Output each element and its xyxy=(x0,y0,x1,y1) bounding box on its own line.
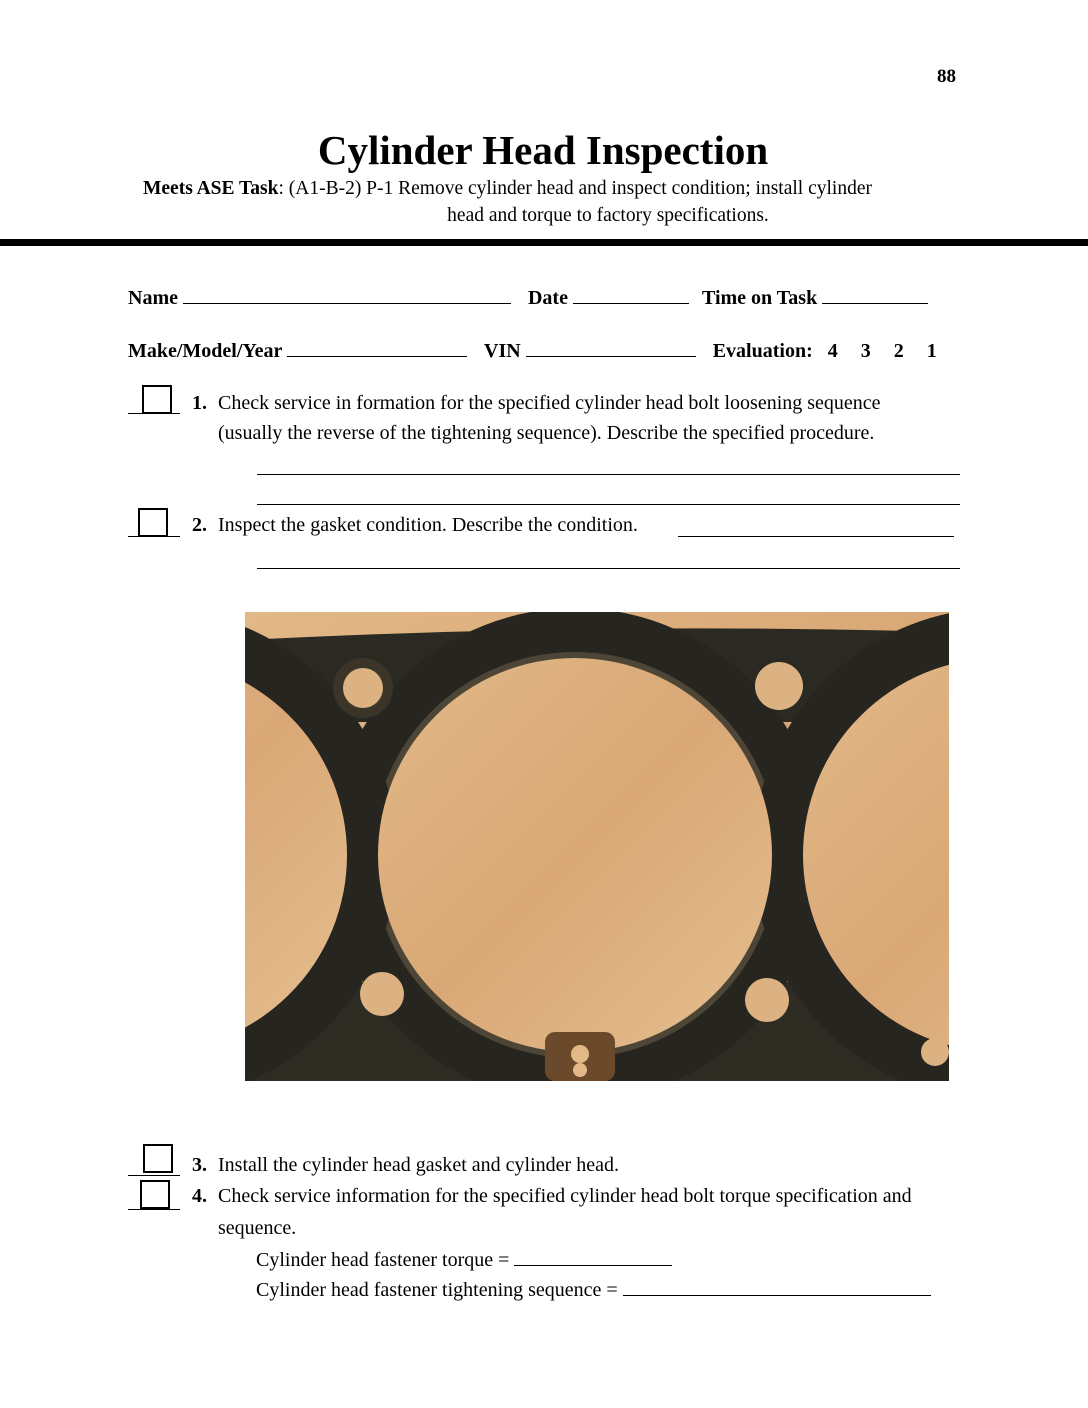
item-1-answer-line[interactable] xyxy=(257,504,960,505)
evaluation-score[interactable]: 1 xyxy=(926,340,937,362)
evaluation-score[interactable]: 2 xyxy=(893,340,904,362)
item-1-check-line xyxy=(128,413,180,414)
item-2-number: 2. xyxy=(192,514,207,536)
vin-label: VIN xyxy=(484,340,521,362)
time-on-task-label: Time on Task xyxy=(701,287,818,309)
sequence-field[interactable] xyxy=(623,1277,931,1296)
evaluation-label: Evaluation: xyxy=(712,340,813,362)
item-1-text: (usually the reverse of the tightening sequence). Describe the specified procedure. xyxy=(218,422,875,444)
torque-row xyxy=(256,1247,672,1272)
item-4-checkbox[interactable] xyxy=(140,1180,170,1209)
name-field[interactable] xyxy=(183,285,511,304)
item-4-text: sequence. xyxy=(218,1217,297,1239)
make-model-year-label: Make/Model/Year xyxy=(128,340,283,362)
torque-field[interactable] xyxy=(514,1247,672,1266)
vehicle-row xyxy=(128,338,937,363)
ase-task-line1 xyxy=(143,178,872,200)
item-3-number: 3. xyxy=(192,1154,207,1176)
head-gasket-image xyxy=(245,612,949,1081)
evaluation-score[interactable]: 3 xyxy=(860,340,871,362)
item-4-check-line xyxy=(128,1209,180,1210)
item-2-checkbox[interactable] xyxy=(138,508,168,537)
ase-task-line2: head and torque to factory specifications. xyxy=(447,205,769,226)
item-2-answer-line[interactable] xyxy=(257,568,960,569)
date-field[interactable] xyxy=(573,285,689,304)
sequence-label: Cylinder head fastener tightening sequence = xyxy=(256,1279,618,1301)
item-1-number: 1. xyxy=(192,392,207,414)
header-rule xyxy=(0,239,1088,246)
item-4-number: 4. xyxy=(192,1185,207,1207)
ase-label: Meets ASE Task xyxy=(143,178,279,199)
item-1-checkbox[interactable] xyxy=(142,385,172,414)
gasket-photo xyxy=(245,612,949,1081)
item-2-text: Inspect the gasket condition. Describe the condition. xyxy=(218,514,638,536)
vin-field[interactable] xyxy=(526,338,696,357)
name-label: Name xyxy=(128,287,178,309)
item-4-text: Check service information for the specified cylinder head bolt torque specification and xyxy=(218,1185,912,1207)
sequence-row xyxy=(256,1277,931,1302)
item-1-answer-line[interactable] xyxy=(257,474,960,475)
torque-label: Cylinder head fastener torque = xyxy=(256,1249,510,1271)
item-2-check-line xyxy=(128,536,180,537)
item-3-checkbox[interactable] xyxy=(143,1144,173,1173)
date-label: Date xyxy=(527,287,568,309)
name-row xyxy=(128,285,928,310)
item-2-answer-line[interactable] xyxy=(678,536,954,537)
item-3-text: Install the cylinder head gasket and cylinder head. xyxy=(218,1154,619,1176)
page-number: 88 xyxy=(937,66,956,87)
ase-text: : (A1-B-2) P-1 Remove cylinder head and inspect condition; install cylinder xyxy=(278,178,872,199)
item-3-check-line xyxy=(128,1175,180,1176)
time-on-task-field[interactable] xyxy=(822,285,928,304)
evaluation-score[interactable]: 4 xyxy=(827,340,838,362)
make-model-year-field[interactable] xyxy=(287,338,467,357)
item-1-text: Check service in formation for the specified cylinder head bolt loosening sequence xyxy=(218,392,881,414)
page-title: Cylinder Head Inspection xyxy=(317,127,769,173)
